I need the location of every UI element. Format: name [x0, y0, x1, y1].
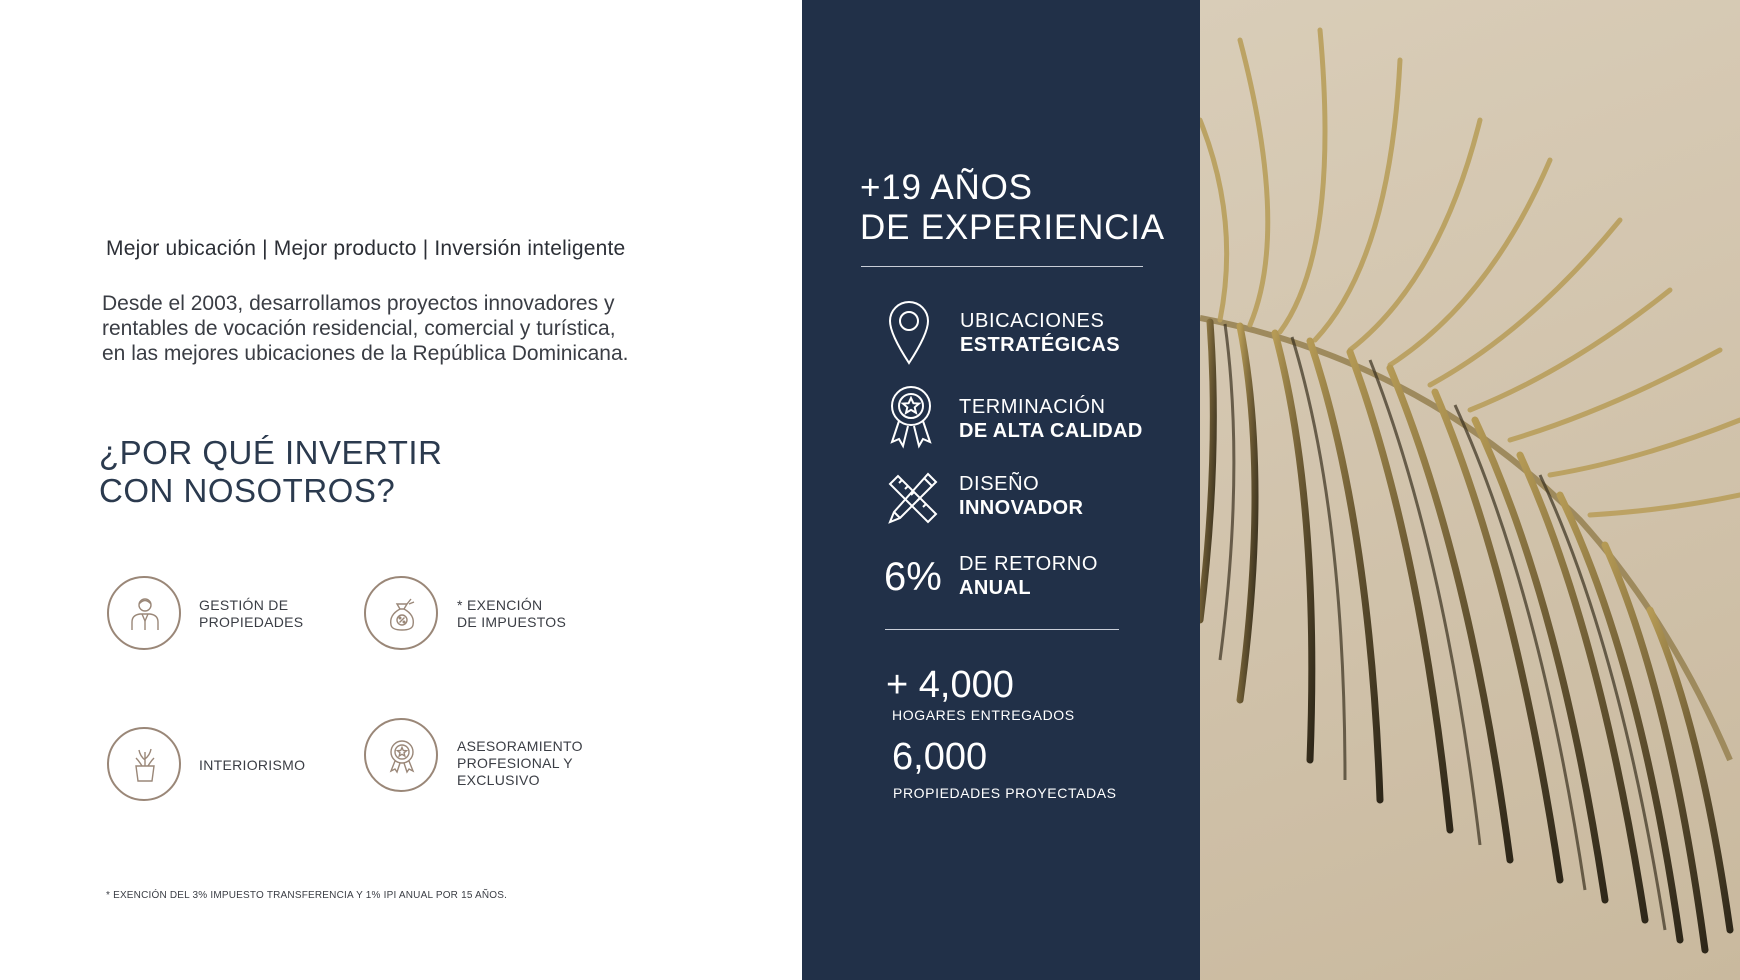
- feature-label: * EXENCIÓN DE IMPUESTOS: [457, 597, 567, 630]
- plant-pot-icon: [126, 746, 164, 784]
- intro-line: Desde el 2003, desarrollamos proyectos innovadores y: [102, 292, 615, 315]
- left-content: [0, 0, 802, 980]
- award-badge-icon: [383, 737, 421, 775]
- pencil-ruler-icon: [884, 470, 940, 526]
- feature-label: INTERIORISMO: [199, 757, 306, 773]
- why-invest-title: [99, 434, 442, 510]
- property-manager-icon: [126, 595, 164, 633]
- intro-line: en las mejores ubicaciones de la República Dominicana.: [102, 342, 629, 365]
- homes-count: + 4,000: [886, 664, 1014, 706]
- experience-line: +19 AÑOS: [860, 168, 1033, 207]
- stats-panel: [802, 0, 1200, 980]
- palm-leaf-image: [1200, 0, 1740, 980]
- stat-quality: TERMINACIÓN DE ALTA CALIDAD: [882, 382, 1182, 452]
- projected-count: 6,000: [892, 736, 988, 778]
- projected-label: PROPIEDADES PROYECTADAS: [893, 785, 1117, 801]
- homes-label: HOGARES ENTREGADOS: [892, 707, 1075, 723]
- feature-property-management: [107, 576, 367, 656]
- tagline: Mejor ubicación | Mejor producto | Inversión inteligente: [106, 237, 626, 260]
- experience-line: DE EXPERIENCIA: [860, 208, 1165, 247]
- intro-paragraph: [102, 291, 702, 366]
- divider: [861, 266, 1143, 267]
- stat-return: 6% DE RETORNO ANUAL: [884, 553, 1098, 599]
- why-title-line: CON NOSOTROS?: [99, 472, 396, 509]
- stat-locations: UBICACIONES ESTRATÉGICAS: [882, 298, 1182, 368]
- feature-interior-design: [107, 727, 367, 807]
- return-percent: 6%: [884, 555, 942, 599]
- experience-heading: [860, 168, 1165, 248]
- award-star-icon: [884, 384, 938, 452]
- tax-bag-icon: [383, 595, 421, 633]
- footnote: * EXENCIÓN DEL 3% IMPUESTO TRANSFERENCIA Y 1% IPI ANUAL POR 15 AÑOS.: [106, 890, 508, 901]
- stat-design: DISEÑO INNOVADOR: [882, 468, 1182, 538]
- why-title-line: ¿POR QUÉ INVERTIR: [99, 434, 443, 471]
- palm-leaf-photo: [1200, 0, 1740, 980]
- feature-label: ASESORAMIENTO PROFESIONAL Y EXCLUSIVO: [457, 738, 583, 788]
- feature-advisory: [364, 718, 624, 808]
- divider: [885, 629, 1119, 630]
- feature-tax-exemption: [364, 576, 624, 656]
- location-pin-icon: [886, 298, 932, 366]
- feature-label: GESTIÓN DE PROPIEDADES: [199, 597, 304, 630]
- intro-line: rentables de vocación residencial, comercial y turística,: [102, 317, 616, 340]
